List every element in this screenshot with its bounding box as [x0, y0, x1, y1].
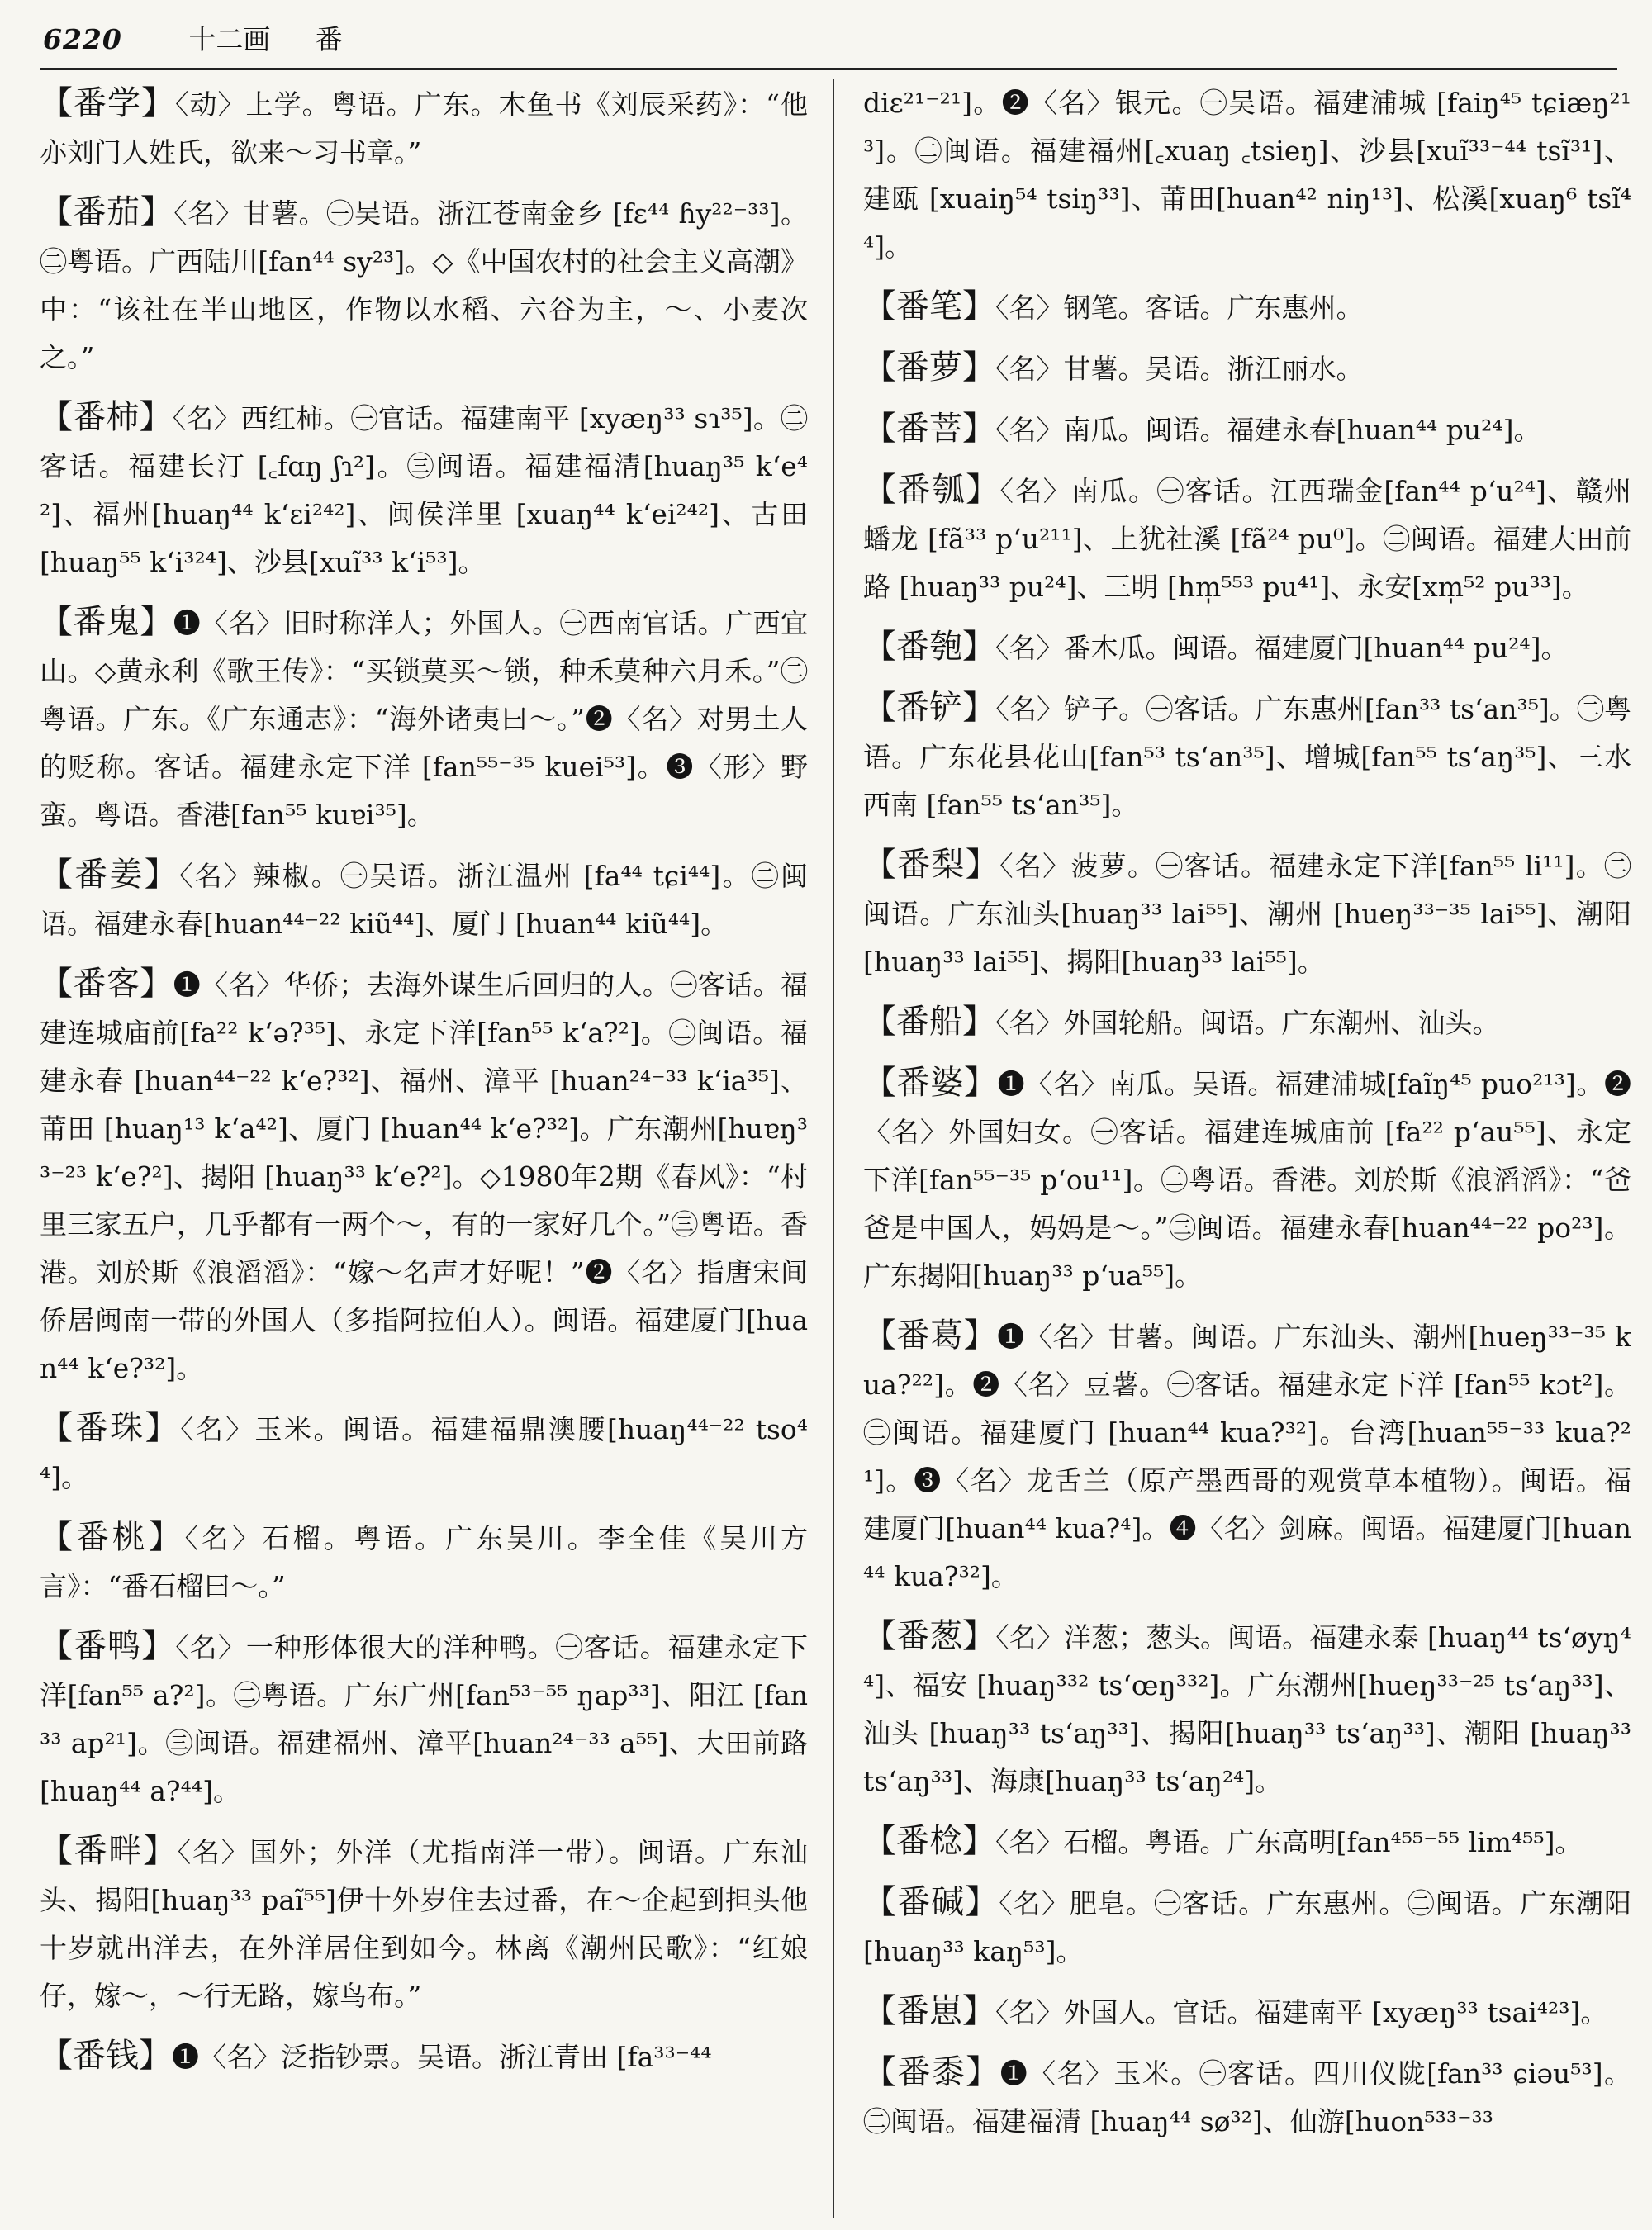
entry-definition: 〈名〉外国轮船。闽语。广东潮州、汕头。: [995, 1007, 1500, 1039]
dictionary-entry: [40, 960, 808, 1393]
entry-headword: 【番匏】: [863, 628, 995, 666]
dictionary-entry: [863, 1059, 1631, 1300]
entry-definition: ❶〈名〉泛指钞票。吴语。浙江青田 [fa³³⁻⁴⁴: [172, 2041, 712, 2073]
dictionary-entry: [863, 841, 1631, 986]
entry-definition: 〈名〉一种形体很大的洋种鸭。㊀客话。福建永定下洋[fan⁵⁵ a?²]。㊁粤语。广东广州[fan⁵³⁻⁵⁵ ŋap³³]、阳江 [fan³³ ap²¹]。㊂闽语。福建福州、漳平[huan²⁴⁻³³ a⁵⁵]、大田前路[huaŋ⁴⁴ a?⁴⁴]。: [40, 1631, 808, 1807]
dictionary-entry: [863, 344, 1631, 393]
dictionary-entry: [863, 2048, 1631, 2146]
entry-definition: 〈名〉玉米。闽语。福建福鼎澳腰[huaŋ⁴⁴⁻²² tso⁴⁴]。: [40, 1413, 808, 1493]
dictionary-entry: [40, 1513, 808, 1611]
entry-headword: 【番婆】: [863, 1064, 998, 1102]
entry-definition: 〈名〉甘薯。吴语。浙江丽水。: [995, 353, 1364, 385]
dictionary-entry: [863, 466, 1631, 611]
entry-definition: ❶〈名〉玉米。㊀客话。四川仪陇[fan³³ ɕiəu⁵³]。㊁闽语。福建福清 [huaŋ⁴⁴ sø³²]、仙游[huon⁵³³⁻³³: [863, 2057, 1631, 2137]
entry-headword: 【番畔】: [40, 1832, 178, 1870]
entry-definition: ❶〈名〉华侨；去海外谋生后回归的人。㊀客话。福建连城庙前[fa²² k‘ə?³⁵]、永定下洋[fan⁵⁵ k‘a?²]。㊁闽语。福建永春 [huan⁴⁴⁻²² k‘e?³²]、福州、漳平 [huan²⁴⁻³³ k‘ia³⁵]、莆田 [huaŋ¹³ k‘a⁴²]、厦门 [huan⁴⁴ k‘e?³²]。广东潮州[huɐŋ³³⁻²³ k‘e?²]、揭阳 [huaŋ³³ k‘e?²]。◇1980年2期《春风》：“村里三家五户，几乎都有一两个～，有的一家好几个。”㊂粤语。香港。刘於斯《浪滔滔》：“嫁～名声才好呢！”❷〈名〉指唐宋间侨居闽南一带的外国人（多指阿拉伯人）。闽语。福建厦门[huan⁴⁴ k‘e?³²]。: [40, 969, 808, 1384]
entry-headword: 【番崽】: [863, 1992, 995, 2030]
entry-definition: 〈名〉西红柿。㊀官话。福建南平 [xyæŋ³³ sɿ³⁵]。㊁客话。福建长汀 [꜀fɑŋ ʃɿ²]。㊂闽语。福建福清[huaŋ³⁵ k‘e⁴²]、福州[huaŋ⁴⁴ k‘ɛi²⁴²]、闽侯洋里 [xuaŋ⁴⁴ k‘ei²⁴²]、古田 [huaŋ⁵⁵ k‘i³²⁴]、沙县[xuĩ³³ k‘i⁵³]。: [40, 402, 808, 578]
entry-headword: 【番茄】: [40, 193, 174, 231]
entry-definition: diɛ²¹⁻²¹]。❷〈名〉银元。㊀吴语。福建浦城 [faiŋ⁴⁵ tɕiæŋ²¹³]。㊁闽语。福建福州[꜀xuaŋ ꜀tsieŋ]、沙县[xuĩ³³⁻⁴⁴ tsĩ³¹]、建瓯 [xuaiŋ⁵⁴ tsiŋ³³]、莆田[huan⁴² niŋ¹³]、松溪[xuaŋ⁶ tsĩ⁴⁴]。: [863, 87, 1631, 263]
dictionary-entry: [863, 998, 1631, 1047]
entry-definition: 〈名〉番木瓜。闽语。福建厦门[huan⁴⁴ pu²⁴]。: [995, 632, 1569, 664]
entry-headword: 【番梨】: [863, 846, 1000, 884]
dictionary-entry: [40, 188, 808, 382]
entry-definition: 〈名〉南瓜。㊀客话。江西瑞金[fan⁴⁴ p‘u²⁴]、赣州蟠龙 [fã³³ p‘u²¹¹]、上犹社溪 [fã²⁴ pu⁰]。㊁闽语。福建大田前路 [huaŋ³³ pu²⁴]、三明 [hm̩⁵⁵³ pu⁴¹]、永安[xm̩⁵² pu³³]。: [863, 475, 1631, 603]
dictionary-entry: [863, 282, 1631, 332]
entry-definition: 〈名〉南瓜。闽语。福建永春[huan⁴⁴ pu²⁴]。: [995, 414, 1541, 446]
entry-headword: 【番菩】: [863, 410, 995, 448]
left-column: [40, 79, 808, 2218]
dictionary-entry: [863, 1817, 1631, 1867]
entry-definition: 〈名〉洋葱；葱头。闽语。福建永泰 [huaŋ⁴⁴ ts‘øyŋ⁴⁴]、福安 [huaŋ³³² ts‘œŋ³³²]。广东潮州[hueŋ³³⁻²⁵ ts‘aŋ³³]、汕头 [huaŋ³³ ts‘aŋ³³]、揭阳[huaŋ³³ ts‘aŋ³³]、潮阳 [huaŋ³³ ts‘aŋ³³]、海康[huaŋ³³ ts‘aŋ²⁴]。: [863, 1621, 1631, 1797]
dictionary-entry: [863, 79, 1631, 271]
dictionary-entry: [863, 684, 1631, 829]
header-character: 番: [315, 23, 343, 55]
dictionary-entry: [40, 1404, 808, 1502]
entry-headword: 【番笔】: [863, 287, 995, 325]
entry-headword: 【番铲】: [863, 689, 996, 727]
entry-definition: 〈动〉上学。粤语。广东。木鱼书《刘辰采药》：“他亦刘门人姓氏，欲来～习书章。”: [40, 88, 808, 168]
dictionary-entry: [40, 393, 808, 586]
dictionary-entry: [863, 1312, 1631, 1601]
dictionary-entry: [863, 1987, 1631, 2037]
entry-headword: 【番棯】: [863, 1822, 995, 1860]
dictionary-entry: [40, 79, 808, 177]
entry-headword: 【番鬼】: [40, 603, 173, 641]
entry-definition: 〈名〉石榴。粤语。广东高明[fan⁴⁵⁵⁻⁵⁵ lim⁴⁵⁵]。: [995, 1826, 1583, 1858]
entry-definition: ❶〈名〉旧时称洋人；外国人。㊀西南官话。广西宜山。◇黄永利《歌王传》：“买锁莫买～锁，种禾莫种六月禾。”㊁粤语。广东。《广东通志》：“海外诸夷曰～。”❷〈名〉对男土人的贬称。客话。福建永定下洋 [fan⁵⁵⁻³⁵ kuei⁵³]。❸〈形〉野蛮。粤语。香港[fan⁵⁵ kuɐi³⁵]。: [40, 607, 808, 831]
entry-headword: 【番珠】: [40, 1409, 181, 1447]
page-header: [43, 18, 1612, 61]
dictionary-entry: [863, 1612, 1631, 1805]
dictionary-entry: [863, 623, 1631, 672]
entry-definition: 〈名〉钢笔。客话。广东惠州。: [995, 292, 1364, 324]
entry-headword: 【番碱】: [863, 1883, 999, 1921]
dictionary-entry: [40, 851, 808, 948]
entry-headword: 【番鸭】: [40, 1627, 176, 1665]
entry-definition: 〈名〉外国人。官话。福建南平 [xyæŋ³³ tsai⁴²³]。: [995, 1996, 1608, 2028]
entry-headword: 【番葛】: [863, 1317, 998, 1355]
entry-definition: 〈名〉国外；外洋（尤指南洋一带）。闽语。广东汕头、揭阳[huaŋ³³ paĩ⁵⁵]伊十外岁住去过番，在～企起到担头他十岁就出洋去，在外洋居住到如今。林离《潮州民歌》：“红娘仔，嫁～，～行无路，嫁鸟布。”: [40, 1836, 808, 2012]
entry-headword: 【番姜】: [40, 856, 179, 894]
dictionary-entry: [40, 2032, 808, 2081]
dictionary-entry: [40, 1622, 808, 1815]
dictionary-entry: [863, 1878, 1631, 1976]
entry-definition: 〈名〉菠萝。㊀客话。福建永定下洋[fan⁵⁵ li¹¹]。㊁闽语。广东汕头[huaŋ³³ lai⁵⁵]、潮州 [hueŋ³³⁻³⁵ lai⁵⁵]、潮阳[huaŋ³³ lai⁵⁵]、揭阳[huaŋ³³ lai⁵⁵]。: [863, 850, 1631, 978]
page-number: 6220: [43, 23, 122, 55]
entry-headword: 【番桃】: [40, 1518, 185, 1556]
entry-headword: 【番萝】: [863, 349, 995, 387]
dictionary-entry: [863, 405, 1631, 454]
entry-definition: 〈名〉石榴。粤语。广东吴川。李全佳《吴川方言》：“番石榴曰～。”: [40, 1522, 808, 1602]
entry-headword: 【番船】: [863, 1003, 995, 1041]
right-column: [863, 79, 1631, 2218]
header-rule: [40, 68, 1617, 70]
entry-headword: 【番学】: [40, 84, 176, 122]
entry-headword: 【番钱】: [40, 2037, 172, 2075]
entry-headword: 【番客】: [40, 965, 173, 1003]
entry-definition: 〈名〉甘薯。㊀吴语。浙江苍南金乡 [fɛ⁴⁴ ɦy²²⁻³³]。㊁粤语。广西陆川[fan⁴⁴ sy²³]。◇《中国农村的社会主义高潮》中：“该社在半山地区，作物以水稻、六谷为主，～、小麦次之。”: [40, 197, 808, 373]
entry-definition: 〈名〉铲子。㊀客话。广东惠州[fan³³ ts‘an³⁵]。㊁粤语。广东花县花山[fan⁵³ ts‘an³⁵]、增城[fan⁵⁵ ts‘aŋ³⁵]、三水西南 [fan⁵⁵ ts‘an³⁵]。: [863, 693, 1631, 821]
entry-headword: 【番柿】: [40, 398, 173, 436]
entry-definition: ❶〈名〉甘薯。闽语。广东汕头、潮州[hueŋ³³⁻³⁵ kua?²²]。❷〈名〉豆薯。㊀客话。福建永定下洋 [fan⁵⁵ kɔt²]。㊁闽语。福建厦门 [huan⁴⁴ kua?³²]。台湾[huan⁵⁵⁻³³ kua?²¹]。❸〈名〉龙舌兰（原产墨西哥的观赏草本植物）。闽语。福建厦门[huan⁴⁴ kua?⁴]。❹〈名〉剑麻。闽语。福建厦门[huan⁴⁴ kua?³²]。: [863, 1321, 1631, 1592]
entry-definition: ❶〈名〉南瓜。吴语。福建浦城[faĩŋ⁴⁵ puo²¹³]。❷〈名〉外国妇女。㊀客话。福建连城庙前 [fa²² p‘au⁵⁵]、永定下洋[fan⁵⁵⁻³⁵ p‘ou¹¹]。㊁粤语。香港。刘於斯《浪滔滔》：“爸爸是中国人，妈妈是～。”㊂闽语。福建永春[huan⁴⁴⁻²² po²³]。广东揭阳[huaŋ³³ p‘ua⁵⁵]。: [863, 1068, 1631, 1292]
stroke-section: 十二画: [188, 23, 271, 55]
entry-headword: 【番瓠】: [863, 471, 1000, 509]
entry-definition: 〈名〉肥皂。㊀客话。广东惠州。㊁闽语。广东潮阳[huaŋ³³ kaŋ⁵³]。: [863, 1887, 1631, 1967]
entry-definition: 〈名〉辣椒。㊀吴语。浙江温州 [fa⁴⁴ tɕi⁴⁴]。㊁闽语。福建永春[huan⁴⁴⁻²² kiũ⁴⁴]、厦门 [huan⁴⁴ kiũ⁴⁴]。: [40, 860, 808, 940]
dictionary-entry: [40, 1827, 808, 2020]
dictionary-entry: [40, 598, 808, 839]
column-divider: [833, 79, 834, 2218]
entry-headword: 【番葱】: [863, 1617, 996, 1655]
entry-headword: 【番黍】: [863, 2053, 1000, 2091]
